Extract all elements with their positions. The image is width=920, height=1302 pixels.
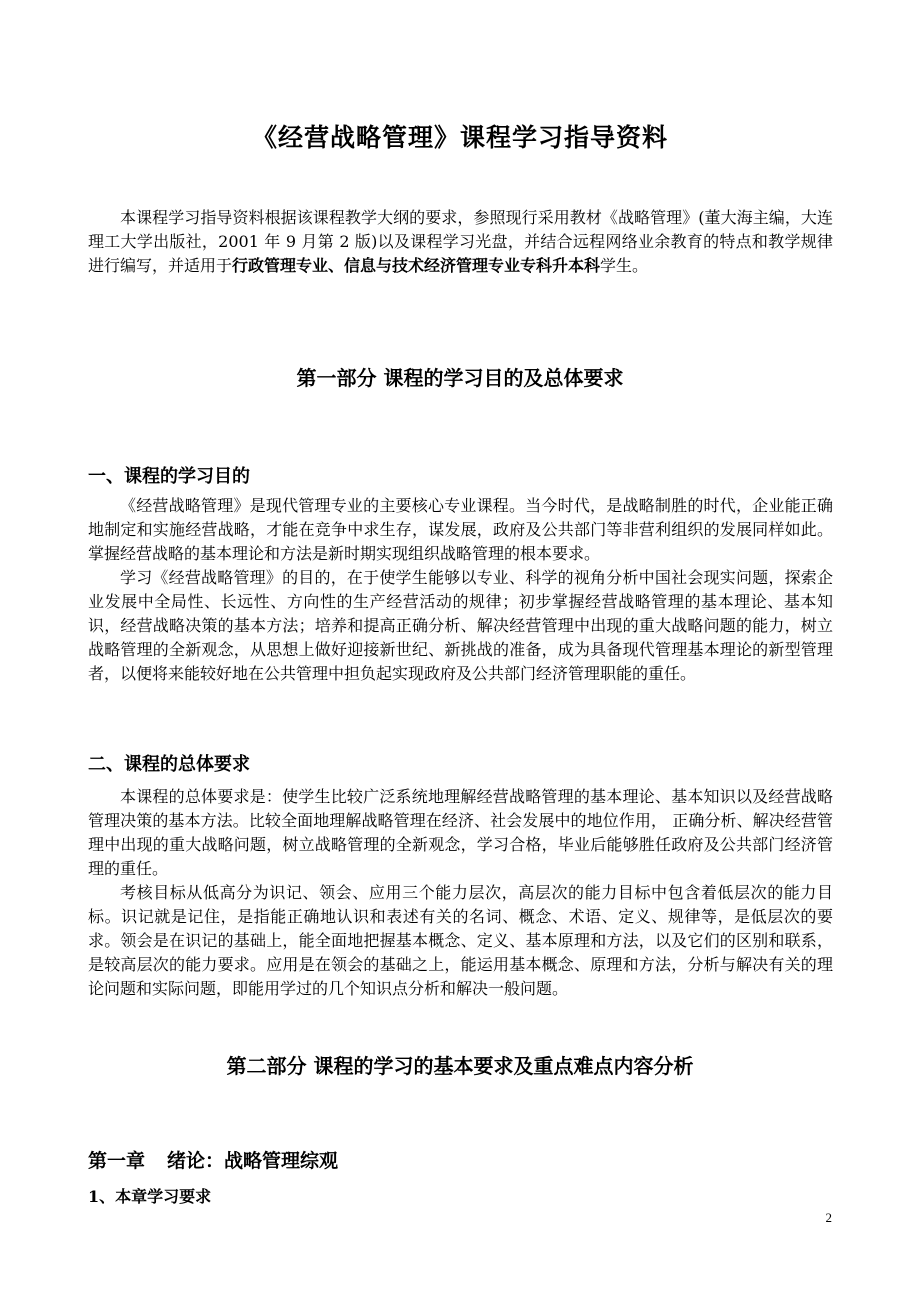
intro-text-suffix: 学生。 xyxy=(600,256,649,275)
section2-paragraph-2: 考核目标从低高分为识记、领会、应用三个能力层次，高层次的能力目标中包含着低层次的能力目标。识记就是记住，是指能正确地认识和表述有关的名词、概念、术语、定义、规律等，是低层次的要求。领会是在识记的基础上，能全面地把握基本概念、定义、基本原理和方法，以及它们的区别和联系，是较高层次的能力要求。应用是在领会的基础之上，能运用基本概念、原理和方法，分析与解决有关的理论问题和实际问题，即能用学过的几个知识点分析和解决一般问题。 xyxy=(88,883,833,998)
intro-text-prefix: 本课程学习指导资料根据该课程教学大纲的要求，参照现行采用教材《战略管理》(董大海主编，大连理工大学出版社，2001 年 9 月第 2 版)以及课程学习光盘，并结合远程网络业余教育的特点和教学规律进行编写，并适用于 xyxy=(88,208,833,275)
chapter1-label: 第一章 xyxy=(88,1150,146,1172)
section1-paragraph-2: 学习《经营战略管理》的目的，在于使学生能够以专业、科学的视角分析中国社会现实问题，探索企业发展中全局性、长远性、方向性的生产经营活动的规律；初步掌握经营战略管理的基本理论、基本知识，经营战略决策的基本方法；培养和提高正确分析、解决经营管理中出现的重大战略问题的能力，树立战略管理的全新观念，从思想上做好迎接新世纪、新挑战的准备，成为具备现代管理基本理论的新型管理者，以便将来能较好地在公共管理中担负起实现政府及公共部门经济管理职能的重任。 xyxy=(88,568,833,683)
intro-text-bold: 行政管理专业、信息与技术经济管理专业专科升本科 xyxy=(232,256,601,275)
intro-paragraph xyxy=(88,206,833,278)
section1-body xyxy=(88,494,833,686)
section2-body xyxy=(88,785,833,1001)
section1-heading: 一、课程的学习目的 xyxy=(88,466,250,487)
document-title: 《经营战略管理》课程学习指导资料 xyxy=(251,123,668,152)
chapter1-title: 绪论：战略管理综观 xyxy=(167,1150,339,1172)
chapter1-heading xyxy=(88,1146,338,1173)
chapter1-subheading: 1、本章学习要求 xyxy=(88,1187,212,1206)
part1-title: 第一部分 课程的学习目的及总体要求 xyxy=(296,366,624,390)
section2-paragraph-1: 本课程的总体要求是：使学生比较广泛系统地理解经营战略管理的基本理论、基本知识以及经营战略管理决策的基本方法。比较全面地理解战略管理在经济、社会发展中的地位作用， 正确分析、解决经营管理中出现的重大战略问题，树立战略管理的全新观念，学习合格，毕业后能够胜任政府及公共部门经济管理的重任。 xyxy=(88,787,833,878)
page-number: 2 xyxy=(825,1210,832,1225)
part2-title: 第二部分 课程的学习的基本要求及重点难点内容分析 xyxy=(226,1054,694,1078)
section2-heading: 二、课程的总体要求 xyxy=(88,754,250,775)
section1-paragraph-1: 《经营战略管理》是现代管理专业的主要核心专业课程。当今时代，是战略制胜的时代，企业能正确地制定和实施经营战略，才能在竞争中求生存，谋发展，政府及公共部门等非营利组织的发展同样如此。掌握经营战略的基本理论和方法是新时期实现组织战略管理的根本要求。 xyxy=(88,496,833,563)
